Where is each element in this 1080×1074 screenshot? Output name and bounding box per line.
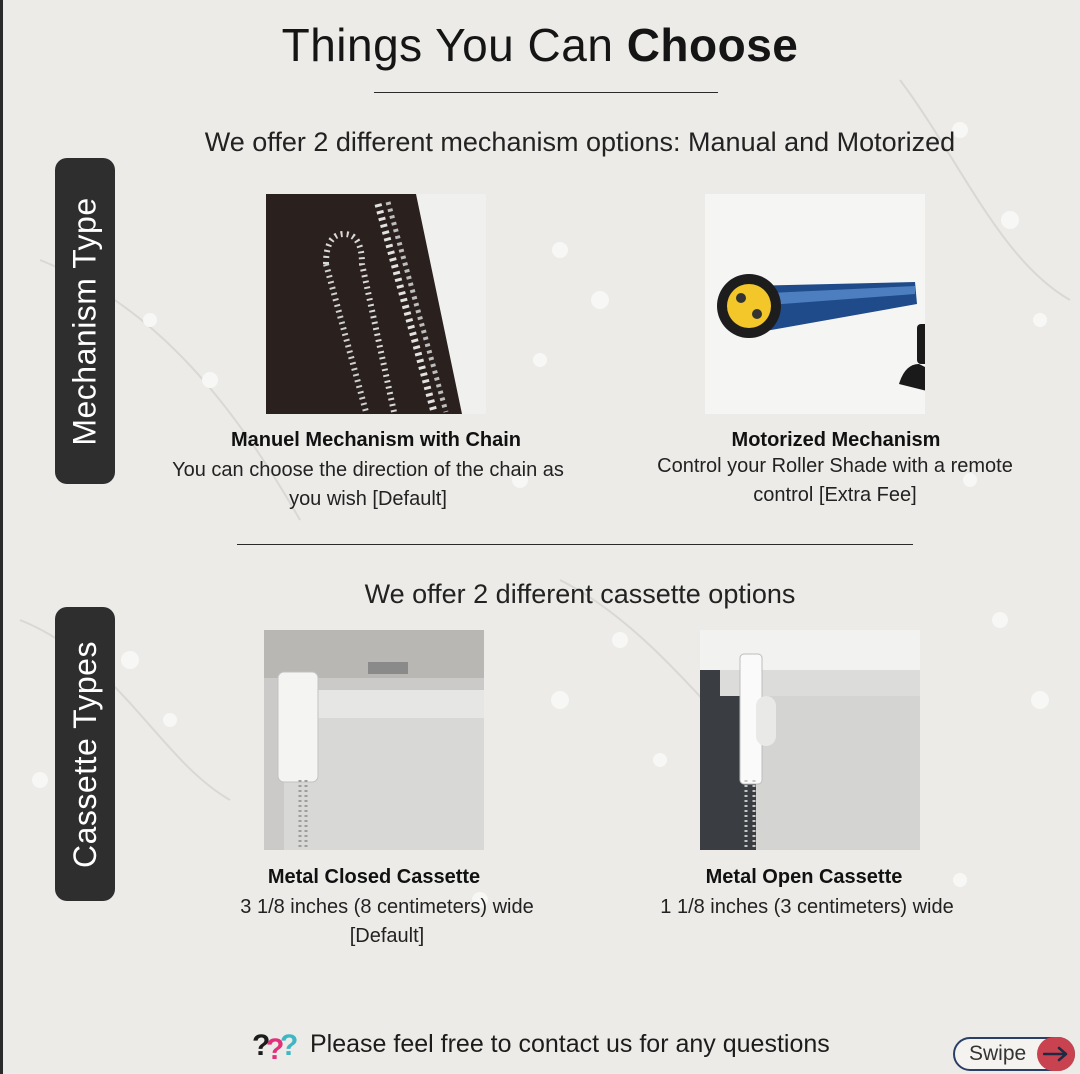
chain-image	[266, 194, 486, 414]
desc-line: You can choose the direction of the chain as	[172, 459, 564, 481]
mechanism-subtitle: We offer 2 different mechanism options: Manual and Motorized	[204, 127, 956, 157]
page-title	[0, 18, 1080, 72]
desc-line: Control your Roller Shade with a remote	[657, 455, 1013, 477]
svg-text:?: ?	[280, 1029, 299, 1062]
section-divider	[237, 544, 913, 545]
title-bold: Choose	[626, 19, 799, 71]
swipe-label: Swipe	[969, 1042, 1027, 1065]
option-title: Manuel Mechanism with Chain	[230, 429, 522, 451]
contact-text: Please feel free to contact us for any questions	[310, 1029, 830, 1058]
desc-line: you wish [Default]	[289, 488, 447, 510]
svg-text:?: ?	[252, 1029, 271, 1062]
title-divider	[374, 92, 718, 93]
desc-line: 1 1/8 inches (3 centimeters) wide	[660, 896, 954, 918]
desc-line: 3 1/8 inches (8 centimeters) wide	[240, 896, 534, 918]
mechanism-type-label-text: Mechanism Type	[66, 196, 103, 446]
option-description	[160, 456, 576, 514]
option-description	[630, 452, 1040, 510]
arrow-right-icon	[1037, 1037, 1075, 1071]
title-regular: Things You Can	[281, 19, 614, 71]
swipe-button[interactable]	[953, 1037, 1075, 1071]
desc-line: control [Extra Fee]	[753, 484, 917, 506]
option-description	[604, 893, 1010, 922]
cassette-types-label	[55, 607, 115, 901]
cassette-types-label-text: Cassette Types	[66, 640, 103, 868]
open-cassette-image	[700, 630, 920, 850]
left-frame-border	[0, 0, 3, 1074]
option-title: Motorized Mechanism	[731, 429, 941, 451]
option-description	[180, 893, 594, 951]
option-title: Metal Closed Cassette	[267, 866, 481, 888]
option-title: Metal Open Cassette	[705, 866, 903, 888]
motor-tube-image	[705, 194, 925, 414]
desc-line: [Default]	[349, 925, 425, 947]
closed-cassette-image	[264, 630, 484, 850]
cassette-subtitle: We offer 2 different cassette options	[364, 579, 796, 609]
mechanism-type-label	[55, 158, 115, 484]
contact-footer	[252, 1024, 830, 1064]
question-marks-icon	[252, 1025, 300, 1063]
svg-text:?: ?	[266, 1033, 285, 1063]
